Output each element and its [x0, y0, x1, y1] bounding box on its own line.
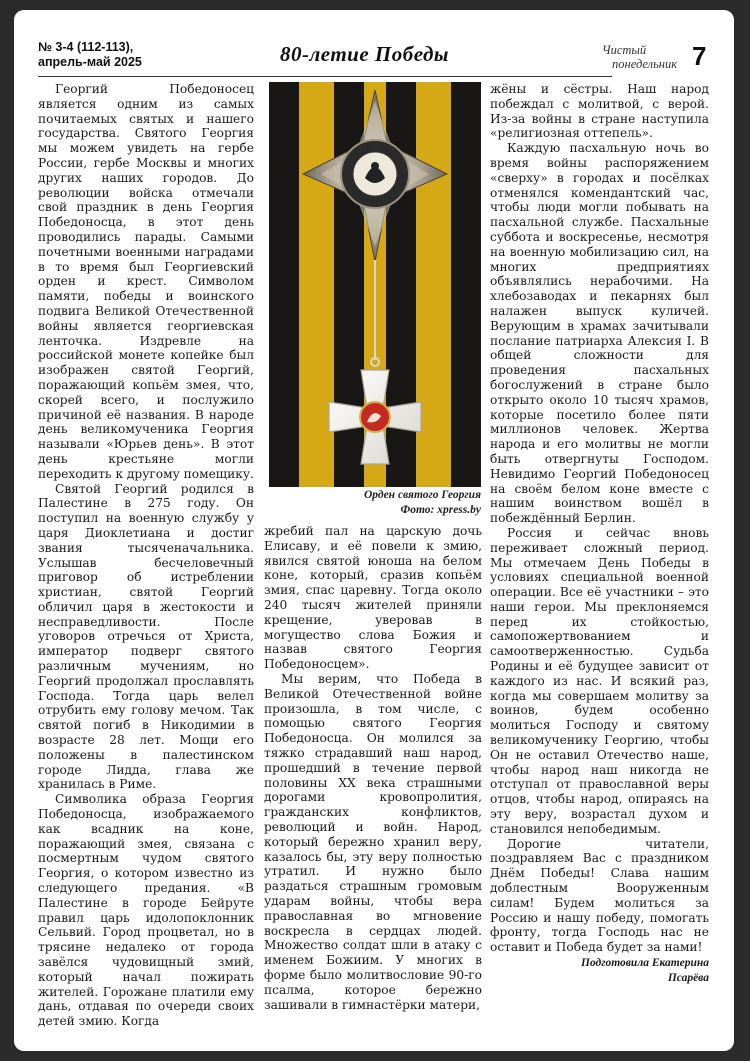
- paragraph: Символика образа Георгия Победоносца, изображаемого как всадник на коне, поражающий змея, связана с посмертным чудом святого Георгия, о котором известно из следующего предания. «В Палестине в городе Бейруте правил царь идолопоклонник Сельвий. Город процветал, но в трясине недалеко от города завёлся чудовищный змий, который начал пожирать жителей. Горожане платили ему дань, отдавая по очереди своих детей змию. Когда: [38, 792, 254, 1029]
- order-of-st-george-photo: [269, 82, 481, 487]
- signature-line-1: Подготовила Екатерина: [581, 957, 709, 970]
- page-number: 7: [692, 41, 707, 71]
- article-column-3: [490, 82, 709, 986]
- article-column-2: [264, 524, 482, 1012]
- newspaper-logo: [602, 43, 677, 71]
- photo-caption: [269, 488, 481, 518]
- paragraph: Георгий Победоносец является одним из самых почитаемых святых и нашего государства. Святого Георгия мы можем увидеть на гербе России, гербе Москвы и многих других наших городов. До революции войска отмечали свой праздник в день Георгия Победоносца, в этот день проводились парады. Самыми почетными военными наградами в то время был Георгиевский орден и крест. Символом памяти, победы и воинского подвига Великой Отечественной войны является георгиевская ленточка. Издревле на российской монете копейке был изображен святой Георгий, поражающий копьём змея, что, скорей всего, и послужило причиной её названия. В народе день великомученика Георгия называли «Юрьев день». В этот день крестьяне могли переходить к другому помещику.: [38, 82, 254, 481]
- paragraph: Россия и сейчас вновь переживает сложный период. Мы отмечаем День Победы в условиях специальной военной операции. Все её участники – это наши герои. Мы преклоняемся перед их стойкостью, самопожертвованием и самоотверженностью. Судьба Родины и её будущее зависит от каждого из нас. И всякий раз, когда мы совершаем молитву за воинов, будем особенно молиться Господу и святому великомученику Георгию, чтобы Он не оставил Отечество наше, чтобы народ наш никогда не отступал от православной веры отцов, чтобы народ, опираясь на эту веру, возрастал духом и становился непобедимым.: [490, 525, 709, 836]
- issue-date: апрель-май 2025: [38, 55, 142, 69]
- paragraph: Дорогие читатели, поздравляем Вас с праздником Днём Победы! Слава нашим доблестным Вооруженным силам! Будем молиться за Россию и нашу победу, помогать фронту, тогда Господь нас не оставит и Победа будет за нами!: [490, 836, 709, 955]
- logo-line-2: понедельник: [612, 57, 678, 71]
- newspaper-page: [14, 10, 734, 1051]
- header-rule: [38, 76, 612, 77]
- section-rubric: 80-летие Победы: [280, 42, 449, 66]
- caption-credit: Фото: xpress.by: [400, 504, 481, 516]
- author-signature: [490, 956, 709, 986]
- paragraph: жребий пал на царскую дочь Елисаву, и её повели к змию, явился святой юноша на белом коне, который, сразив копьём змия, спас царевну. Тогда около 240 тысяч жителей приняли крещение, уверовав в могущество слова Божия и назвав святого Георгия Победоносцем».: [264, 524, 482, 672]
- order-image: [269, 82, 481, 487]
- article-column-1: [38, 82, 254, 1029]
- issue-number: № 3-4 (112-113),: [38, 40, 134, 54]
- paragraph: Мы верим, что Победа в Великой Отечественной войне произошла, в том числе, с помощью святого Георгия Победоносца. Он молился за тяжко страдавший наш народ, прошедший в течение первой половины XX века страшными дорогами кровопролития, гражданских конфликтов, революций и войн. Народ, который бережно хранил веру, казалось бы, эту веру полностью утратил. И нужно было раздаться страшным громовым ударам войны, чтобы вера православная во мгновение воскресла в сердцах людей. Множество солдат шли в атаку с именем Божиим. У многих в форме было молитвословие 90-го псалма, которое бережно зашивали в гимнастёрки матери,: [264, 671, 482, 1012]
- paragraph: Святой Георгий родился в Палестине в 275 году. Он поступил на военную службу у царя Диоклетиана и достиг звания тысяченачальника. Услышав бесчеловечный приговор об истреблении христиан, святой Георгий обличил царя в жестокости и несправедливости. После уговоров отречься от Христа, император подверг святого различным мучениям, но Георгий продолжал прославлять Господа. Тогда царь велел отрубить ему голову мечом. Так святой погиб в Никодимии в возрасте 28 лет. Мощи его положены в палестинском городе Лидда, глава же хранилась в Риме.: [38, 481, 254, 792]
- issue-info: [38, 40, 142, 70]
- caption-title: Орден святого Георгия: [363, 489, 481, 501]
- paragraph: Каждую пасхальную ночь во время войны распоряжением «сверху» в городах и посёлках отменялся комендантский час, чтобы люди могли побывать на пасхальной службе. Пасхальные суббота и воскресенье, несмотря на военную мобилизацию сил, на многих предприятиях объявлялись нерабочими. На хлебозаводах и пекарнях был налажен выпуск куличей. Верующим в храмах зачитывали послание патриарха Алексия I. В общей сложности для проведения пасхальных богослужений в стране было открыто около 10 тысяч храмов, которые посетило более пяти миллионов человек. Жертва народа и его молитвы не могли быть отвергнуты Господом. Невидимо Георгий Победоносец на своём белом коне вместе с нашим воинством вошёл в побеждённый Берлин.: [490, 141, 709, 526]
- paragraph: жёны и сёстры. Наш народ побеждал с молитвой, с верой. Из-за войны в стране наступила «религиозная оттепель».: [490, 82, 709, 141]
- logo-line-1: Чистый: [602, 43, 647, 57]
- signature-line-2: Псарёва: [667, 972, 709, 985]
